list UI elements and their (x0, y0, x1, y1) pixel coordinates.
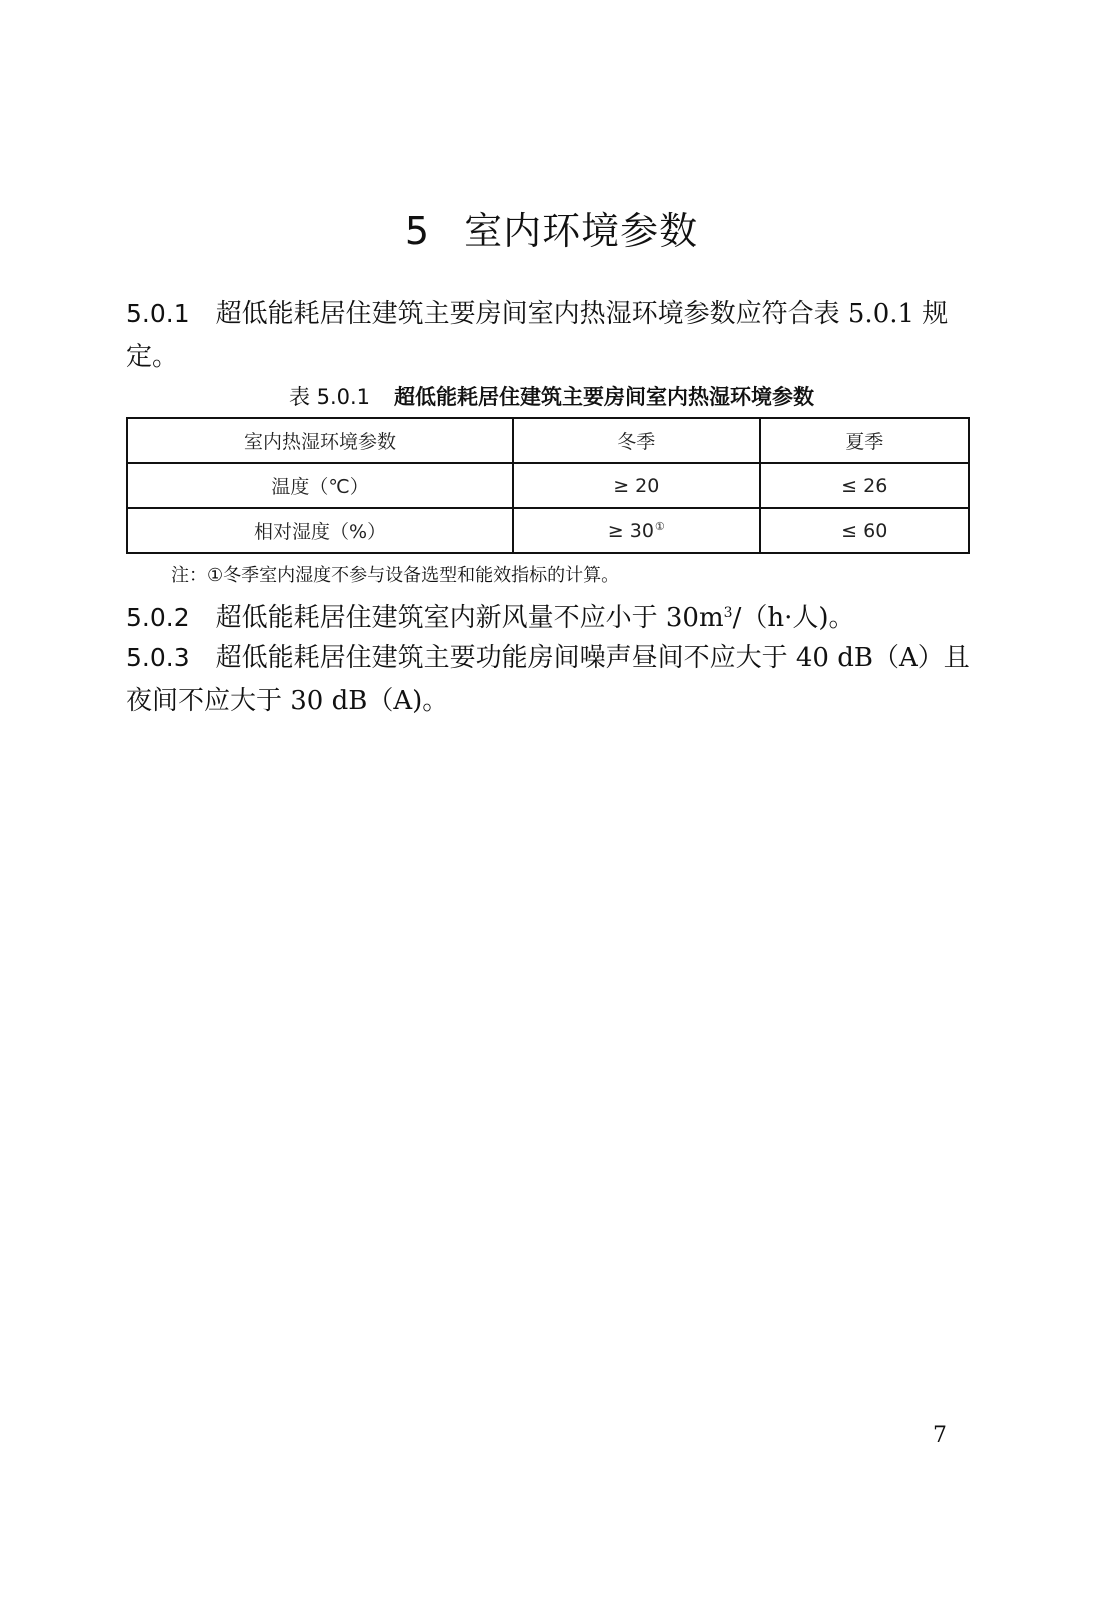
chapter-title (0, 203, 1103, 259)
row-summer-value: ≤ 60 (760, 508, 970, 553)
clause-number: 5.0.2 (126, 603, 190, 632)
row-parameter: 相对湿度（%） (127, 508, 513, 553)
clause-5-0-3 (126, 636, 976, 723)
table-row (127, 463, 969, 508)
row-winter-value: ≥ 20 (513, 463, 759, 508)
clause-text: 超低能耗居住建筑主要房间室内热湿环境参数应符合表 5.0.1 规定。 (126, 299, 949, 372)
table-title: 超低能耗居住建筑主要房间室内热湿环境参数 (394, 385, 815, 409)
header-summer: 夏季 (760, 418, 970, 463)
table-number: 表 5.0.1 (288, 385, 371, 409)
table-note: 注：①冬季室内湿度不参与设备选型和能效指标的计算。 (171, 565, 620, 586)
table-caption (0, 381, 1103, 413)
table-header-row (127, 418, 969, 463)
chapter-number: 5 (404, 209, 431, 253)
row-winter-cell (513, 508, 759, 553)
clause-number: 5.0.1 (126, 299, 190, 328)
footnote-marker: ① (654, 519, 665, 533)
row-winter-value: ≥ 30 (607, 519, 654, 542)
row-parameter: 温度（℃） (127, 463, 513, 508)
clause-text: 超低能耗居住建筑主要功能房间噪声昼间不应大于 40 dB（A）且夜间不应大于 30 dB（A)。 (126, 643, 970, 716)
header-winter: 冬季 (513, 418, 759, 463)
clause-number: 5.0.3 (126, 643, 190, 672)
clause-text-tail: /（h·人)。 (732, 603, 855, 633)
chapter-heading: 室内环境参数 (464, 209, 699, 253)
header-parameter: 室内热湿环境参数 (127, 418, 513, 463)
clause-5-0-2 (126, 592, 976, 640)
table-row (127, 508, 969, 553)
row-summer-value: ≤ 26 (760, 463, 970, 508)
parameter-table (126, 417, 970, 554)
clause-text: 超低能耗居住建筑室内新风量不应小于 30m (215, 603, 724, 633)
page-number: 7 (933, 1423, 947, 1448)
superscript-three: 3 (723, 605, 733, 621)
clause-5-0-1 (126, 292, 976, 379)
